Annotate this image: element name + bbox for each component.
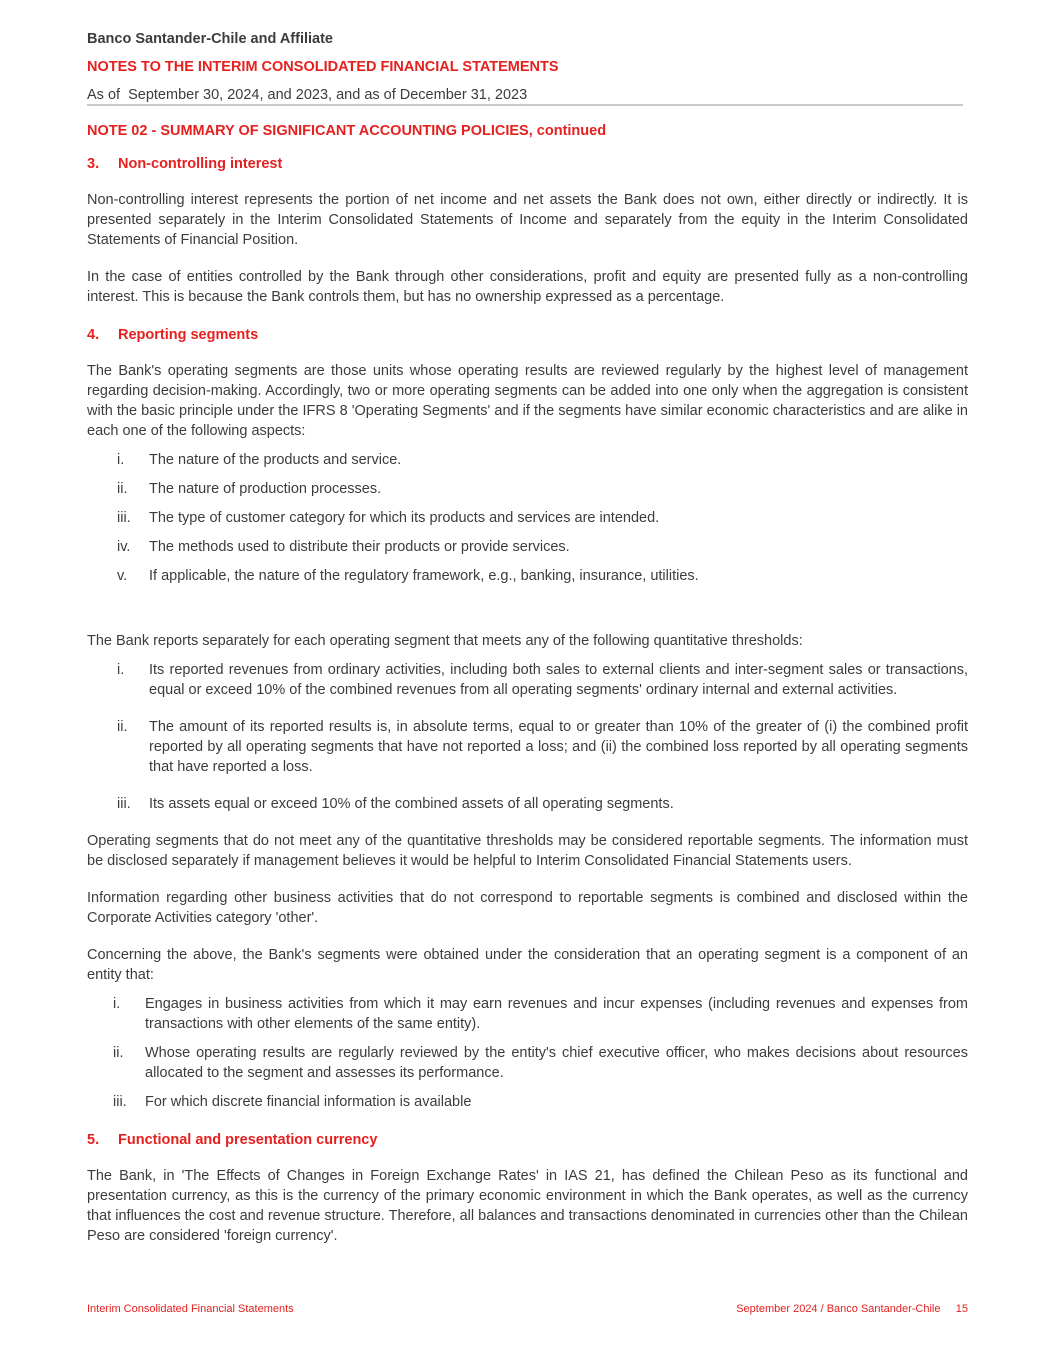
list-marker: iii. bbox=[117, 796, 131, 812]
note-title: NOTE 02 - SUMMARY OF SIGNIFICANT ACCOUNTING POLICIES, continued bbox=[87, 123, 607, 139]
page-number: 15 bbox=[955, 1303, 968, 1315]
list-marker: iv. bbox=[117, 539, 131, 555]
list-text: Engages in business activities from which it may earn revenues and incur expenses (including revenues and expenses from transactions with other elements of the same entity). bbox=[145, 996, 968, 1032]
list-item bbox=[87, 508, 968, 528]
list-text: The nature of the products and service. bbox=[149, 452, 402, 468]
list-item bbox=[87, 660, 968, 700]
list-item bbox=[87, 717, 968, 777]
list-marker: ii. bbox=[113, 1045, 124, 1061]
paragraph: The Bank, in 'The Effects of Changes in Foreign Exchange Rates' in IAS 21, has defined the Chilean Peso as its functional and presentation currency, as this is the currency of the primary economic environment in which the Bank operates, as well as the currency that influences the cost and revenue structure. Therefore, all balances and transactions denominated in currencies other than the Chilean Peso are considered 'foreign currency'. bbox=[87, 1168, 968, 1244]
list-marker: i. bbox=[113, 996, 121, 1012]
paragraph: Operating segments that do not meet any of the quantitative thresholds may be considered reportable segments. The information must be disclosed separately if management believes it would be helpful to Interim Consolidated Financial Statements users. bbox=[87, 833, 968, 869]
list-item bbox=[87, 566, 968, 586]
paragraph: The Bank's operating segments are those units whose operating results are reviewed regularly by the highest level of management regarding decision-making. Accordingly, two or more operating segments can be added into one only when the aggregation is consistent with the basic principle under the IFRS 8 'Operating Segments' and if the segments have similar economic characteristics and are alike in each one of the following aspects: bbox=[87, 363, 968, 439]
list-marker: iii. bbox=[113, 1094, 127, 1110]
document-page bbox=[87, 0, 968, 1365]
section-title: Functional and presentation currency bbox=[118, 1132, 378, 1148]
list-item bbox=[87, 1043, 968, 1083]
date-line: As of September 30, 2024, and 2023, and as of December 31, 2023 bbox=[87, 87, 528, 103]
paragraph: Information regarding other business activities that do not correspond to reportable segments is combined and disclosed within the Corporate Activities category 'other'. bbox=[87, 890, 968, 926]
list-item bbox=[87, 479, 968, 499]
list-item bbox=[87, 994, 968, 1034]
paragraph: Non-controlling interest represents the portion of net income and net assets the Bank does not own, either directly or indirectly. It is presented separately in the Interim Consolidated Statements of Income and separately from the equity in the Interim Consolidated Statements of Financial Position. bbox=[87, 192, 968, 248]
list-item bbox=[87, 537, 968, 557]
list-marker: v. bbox=[117, 568, 128, 584]
main-content bbox=[87, 122, 968, 1246]
list-item bbox=[87, 794, 968, 814]
footer-document-title: Interim Consolidated Financial Statements bbox=[87, 1303, 294, 1315]
list-text: If applicable, the nature of the regulatory framework, e.g., banking, insurance, utilities. bbox=[149, 568, 699, 584]
section-title: Non-controlling interest bbox=[118, 156, 283, 172]
list-text: The type of customer category for which its products and services are intended. bbox=[149, 510, 660, 526]
list-marker: i. bbox=[117, 452, 125, 468]
section-5-heading bbox=[87, 1131, 968, 1149]
paragraph: The Bank reports separately for each operating segment that meets any of the following quantitative thresholds: bbox=[87, 633, 803, 649]
component-list bbox=[87, 994, 968, 1112]
section-number: 4. bbox=[87, 327, 100, 343]
section-number: 5. bbox=[87, 1132, 100, 1148]
list-text: Its reported revenues from ordinary activities, including both sales to external clients and inter-segment sales or transactions, equal or exceed 10% of the combined revenues from all operating segments' ordinary internal and external activities. bbox=[149, 662, 968, 698]
thresholds-list bbox=[87, 660, 968, 814]
section-title: Reporting segments bbox=[118, 327, 259, 343]
list-marker: i. bbox=[117, 662, 125, 678]
section-4-heading bbox=[87, 326, 968, 344]
footer-right bbox=[736, 1303, 968, 1315]
list-text: Its assets equal or exceed 10% of the combined assets of all operating segments. bbox=[149, 796, 674, 812]
notes-title: NOTES TO THE INTERIM CONSOLIDATED FINANCIAL STATEMENTS bbox=[87, 59, 559, 75]
paragraph: Concerning the above, the Bank's segments were obtained under the consideration that an operating segment is a component of an entity that: bbox=[87, 947, 968, 983]
list-text: The nature of production processes. bbox=[149, 481, 382, 497]
list-item bbox=[87, 1092, 968, 1112]
section-3-heading bbox=[87, 155, 968, 173]
list-text: For which discrete financial information is available bbox=[145, 1094, 472, 1110]
list-text: The amount of its reported results is, in absolute terms, equal to or greater than 10% of the greater of (i) the combined profit reported by all operating segments that have not reported a loss; and (ii) the combined loss reported by all operating segments that have reported a loss. bbox=[149, 719, 968, 775]
company-name: Banco Santander-Chile and Affiliate bbox=[87, 31, 333, 47]
list-text: The methods used to distribute their products or provide services. bbox=[149, 539, 570, 555]
aspects-list bbox=[87, 450, 968, 586]
section-number: 3. bbox=[87, 156, 100, 172]
header-divider bbox=[87, 104, 963, 106]
list-item bbox=[87, 450, 968, 470]
list-text: Whose operating results are regularly reviewed by the entity's chief executive officer, who makes decisions about resources allocated to the segment and assesses its performance. bbox=[145, 1045, 968, 1081]
list-marker: iii. bbox=[117, 510, 131, 526]
footer-period: September 2024 / Banco Santander-Chile bbox=[736, 1303, 941, 1315]
list-marker: ii. bbox=[117, 719, 128, 735]
paragraph: In the case of entities controlled by the Bank through other considerations, profit and equity are presented fully as a non-controlling interest. This is because the Bank controls them, but has no ownership expressed as a percentage. bbox=[87, 269, 968, 305]
list-marker: ii. bbox=[117, 481, 128, 497]
